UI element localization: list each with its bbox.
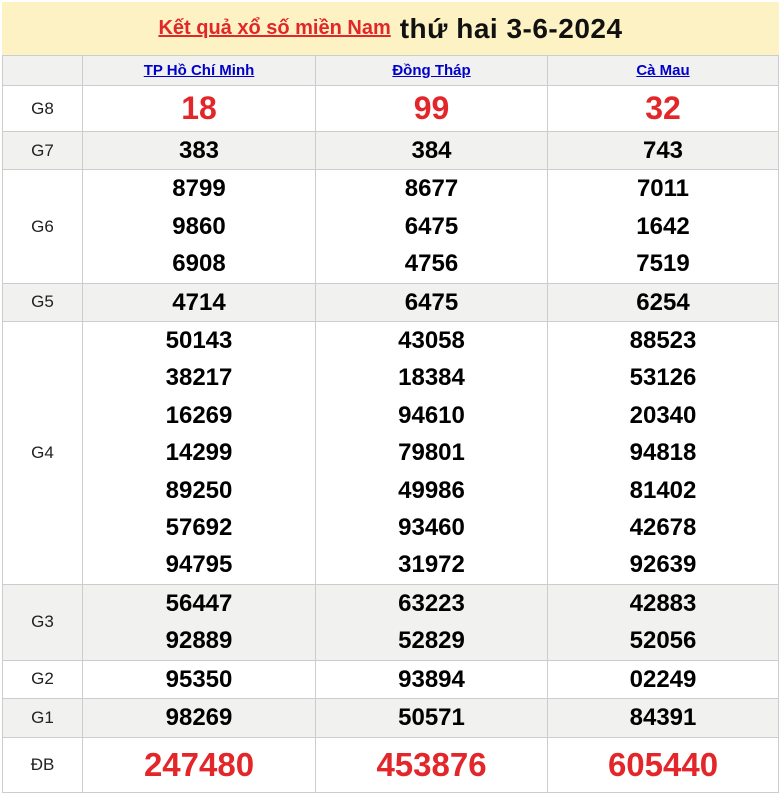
table-row <box>3 699 779 737</box>
result-cell <box>316 132 548 170</box>
result-cell <box>548 660 779 698</box>
result-value: 56447 <box>165 589 233 617</box>
result-cell <box>83 86 316 132</box>
table-row <box>3 737 779 792</box>
result-cell <box>548 584 779 660</box>
table-row <box>3 170 779 283</box>
result-cell <box>316 322 548 585</box>
result-cell <box>83 132 316 170</box>
prize-label: G6 <box>3 170 83 283</box>
result-value: 95350 <box>165 665 233 693</box>
result-value: 6254 <box>636 288 690 316</box>
prize-label: G2 <box>3 660 83 698</box>
title-date: thứ hai 3-6-2024 <box>399 12 623 44</box>
table-row <box>3 584 779 660</box>
result-value: 18384 <box>398 364 465 392</box>
result-cell <box>548 132 779 170</box>
result-cell <box>83 322 316 585</box>
result-value: 43058 <box>398 327 465 355</box>
column-header-camau <box>548 56 779 86</box>
prize-label: ĐB <box>3 737 83 792</box>
result-value: 94818 <box>629 439 697 467</box>
prize-label: G1 <box>3 699 83 737</box>
result-value: 94795 <box>165 551 233 579</box>
page-header-banner <box>2 2 779 55</box>
result-cell <box>316 86 548 132</box>
result-value: 18 <box>181 90 217 126</box>
result-value: 6908 <box>172 250 226 278</box>
empty-corner-cell <box>3 56 83 86</box>
result-value: 8799 <box>172 175 226 203</box>
result-value: 38217 <box>165 364 233 392</box>
column-header-tphcm <box>83 56 316 86</box>
result-value: 99 <box>413 90 450 126</box>
result-cell <box>316 699 548 737</box>
result-value: 89250 <box>165 476 233 504</box>
prize-label: G8 <box>3 86 83 132</box>
prize-label: G4 <box>3 322 83 585</box>
result-value: 453876 <box>376 745 487 783</box>
result-value: 49986 <box>398 476 465 504</box>
result-value: 02249 <box>629 665 697 693</box>
result-value: 14299 <box>165 439 233 467</box>
result-value: 8677 <box>404 175 459 203</box>
prize-label: G7 <box>3 132 83 170</box>
result-value: 93460 <box>398 514 465 542</box>
result-cell <box>548 86 779 132</box>
result-cell <box>83 283 316 321</box>
result-value: 53126 <box>629 364 697 392</box>
result-value: 84391 <box>629 704 697 732</box>
result-cell <box>316 283 548 321</box>
table-row <box>3 322 779 585</box>
result-cell <box>83 699 316 737</box>
result-value: 50571 <box>398 704 465 732</box>
result-value: 93894 <box>398 665 465 693</box>
result-value: 4714 <box>172 288 226 316</box>
result-value: 31972 <box>398 551 465 579</box>
result-value: 52829 <box>398 627 465 655</box>
result-value: 16269 <box>165 401 233 429</box>
table-row <box>3 132 779 170</box>
result-value: 6475 <box>404 288 459 316</box>
province-link-tphcm[interactable]: TP Hồ Chí Minh <box>143 61 255 79</box>
prize-label: G5 <box>3 283 83 321</box>
result-cell <box>548 699 779 737</box>
result-value: 98269 <box>165 704 233 732</box>
prize-label: G3 <box>3 584 83 660</box>
result-value: 79801 <box>398 439 465 467</box>
table-row <box>3 86 779 132</box>
result-cell <box>83 584 316 660</box>
result-value: 94610 <box>398 401 465 429</box>
result-value: 42678 <box>629 514 697 542</box>
result-cell <box>548 283 779 321</box>
result-value: 50143 <box>165 327 233 355</box>
result-value: 52056 <box>629 627 697 655</box>
result-cell <box>316 737 548 792</box>
result-value: 32 <box>645 90 681 126</box>
result-value: 247480 <box>143 745 255 783</box>
result-value: 7519 <box>636 250 690 278</box>
result-cell <box>316 660 548 698</box>
column-header-dongthap <box>316 56 548 86</box>
result-cell <box>83 737 316 792</box>
province-link-dongthap[interactable]: Đồng Tháp <box>392 61 471 79</box>
result-value: 743 <box>642 137 684 164</box>
result-value: 9860 <box>172 212 226 240</box>
result-cell <box>548 322 779 585</box>
result-value: 81402 <box>629 476 697 504</box>
result-value: 20340 <box>629 401 697 429</box>
table-row <box>3 660 779 698</box>
result-cell <box>83 170 316 283</box>
result-cell <box>548 170 779 283</box>
result-value: 383 <box>178 137 220 164</box>
result-value: 92889 <box>165 627 233 655</box>
result-value: 57692 <box>165 514 233 542</box>
results-table <box>2 55 779 793</box>
result-value: 4756 <box>404 250 459 278</box>
result-value: 384 <box>411 137 452 164</box>
result-cell <box>83 660 316 698</box>
result-value: 88523 <box>629 327 697 355</box>
result-cell <box>316 170 548 283</box>
result-cell <box>548 737 779 792</box>
result-value: 7011 <box>636 175 690 203</box>
result-value: 42883 <box>629 589 697 617</box>
result-value: 605440 <box>607 745 719 783</box>
result-cell <box>316 584 548 660</box>
result-value: 63223 <box>398 589 465 617</box>
results-body <box>3 86 779 793</box>
results-table-head <box>3 56 779 86</box>
result-value: 92639 <box>629 551 697 579</box>
result-value: 1642 <box>636 212 690 240</box>
province-link-camau[interactable]: Cà Mau <box>636 61 690 79</box>
title-link[interactable]: Kết quả xổ số miền Nam <box>158 17 391 39</box>
column-header-row <box>3 56 779 86</box>
result-value: 6475 <box>404 212 459 240</box>
table-row <box>3 283 779 321</box>
